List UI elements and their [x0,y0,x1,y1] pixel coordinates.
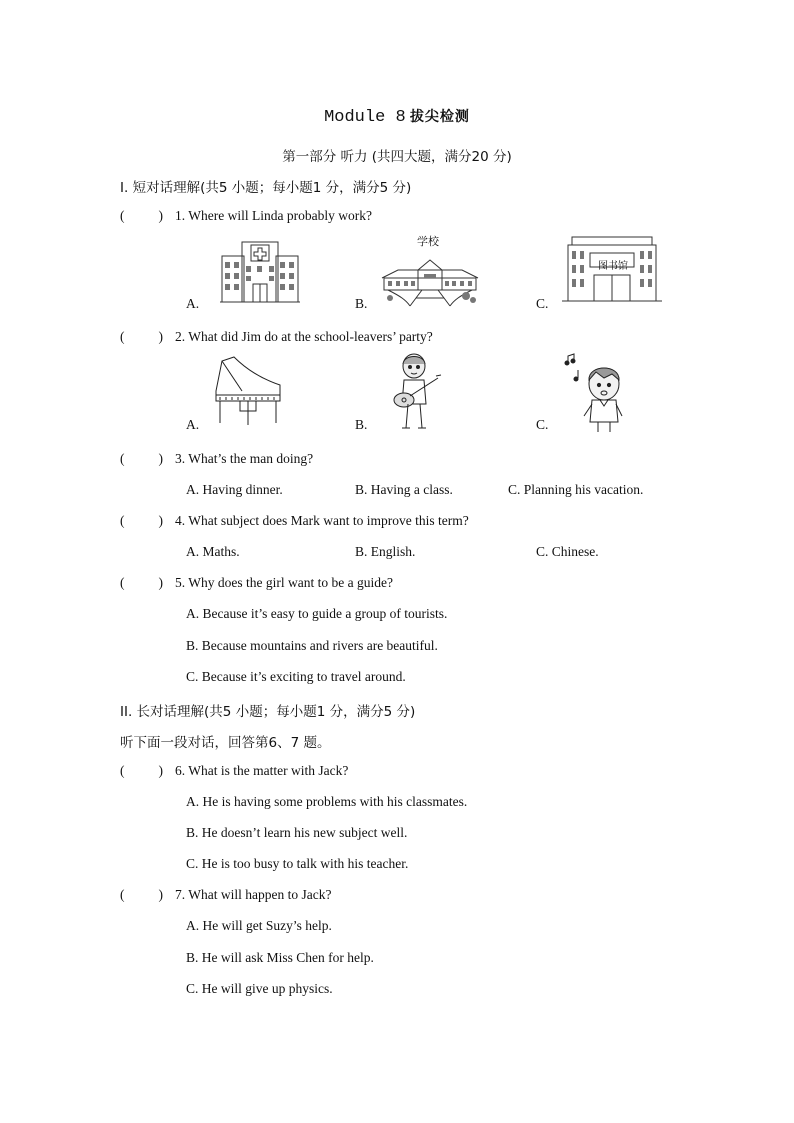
q2-option-b-letter: B. [355,417,368,432]
question-6: 6. What is the matter with Jack? [175,763,349,778]
question-3: 3. What’s the man doing? [175,451,314,466]
q7-option-b: B. He will ask Miss Chen for help. [186,950,374,965]
page-title [0,106,794,127]
question-5: 5. Why does the girl want to be a guide? [175,575,393,590]
answer-blank-q2[interactable]: ( ) [120,329,163,344]
title-cn: 拔尖检测 [409,109,470,125]
answer-blank-q6[interactable]: ( ) [120,763,163,778]
q7-option-c: C. He will give up physics. [186,981,333,996]
school-caption: 学校 [417,235,439,248]
singing-boy-icon [564,352,634,434]
question-4: 4. What subject does Mark want to improve this term? [175,513,469,528]
question-1: 1. Where will Linda probably work? [175,208,372,223]
section2-heading: II. 长对话理解(共5 小题；每小题1 分，满分5 分) [120,704,416,720]
q2-option-c-letter: C. [536,417,549,432]
answer-blank-q1[interactable]: ( ) [120,208,163,223]
q1-option-b-letter: B. [355,296,368,311]
question-7: 7. What will happen to Jack? [175,887,332,902]
guitar-boy-icon [390,352,444,432]
section1-heading: I. 短对话理解(共5 小题；每小题1 分，满分5 分) [120,180,412,196]
q6-option-b: B. He doesn’t learn his new subject well. [186,825,408,840]
q7-option-a: A. He will get Suzy’s help. [186,918,332,933]
title-module: Module 8 [324,108,406,127]
part-heading: 第一部分 听力 (共四大题，满分20 分) [282,149,512,165]
q5-option-c: C. Because it’s exciting to travel around. [186,669,406,684]
section2-instruction: 听下面一段对话，回答第6、7 题。 [120,735,331,751]
library-caption: 图书馆 [598,261,628,272]
answer-blank-q3[interactable]: ( ) [120,451,163,466]
q3-option-c: C. Planning his vacation. [508,482,644,497]
piano-icon [212,355,284,427]
q6-option-c: C. He is too busy to talk with his teacher. [186,856,409,871]
answer-blank-q5[interactable]: ( ) [120,575,163,590]
q4-option-a: A. Maths. [186,544,240,559]
hospital-icon [220,238,300,304]
q5-option-b: B. Because mountains and rivers are beautiful. [186,638,438,653]
answer-blank-q4[interactable]: ( ) [120,513,163,528]
q1-option-a-letter: A. [186,296,200,311]
question-2: 2. What did Jim do at the school-leavers’ party? [175,329,433,344]
school-icon [380,248,480,306]
q4-option-c: C. Chinese. [536,544,599,559]
q1-option-c-letter: C. [536,296,549,311]
q3-option-a: A. Having dinner. [186,482,283,497]
q5-option-a: A. Because it’s easy to guide a group of tourists. [186,606,448,621]
q3-option-b: B. Having a class. [355,482,453,497]
q6-option-a: A. He is having some problems with his classmates. [186,794,468,809]
q4-option-b: B. English. [355,544,416,559]
answer-blank-q7[interactable]: ( ) [120,887,163,902]
q2-option-a-letter: A. [186,417,200,432]
